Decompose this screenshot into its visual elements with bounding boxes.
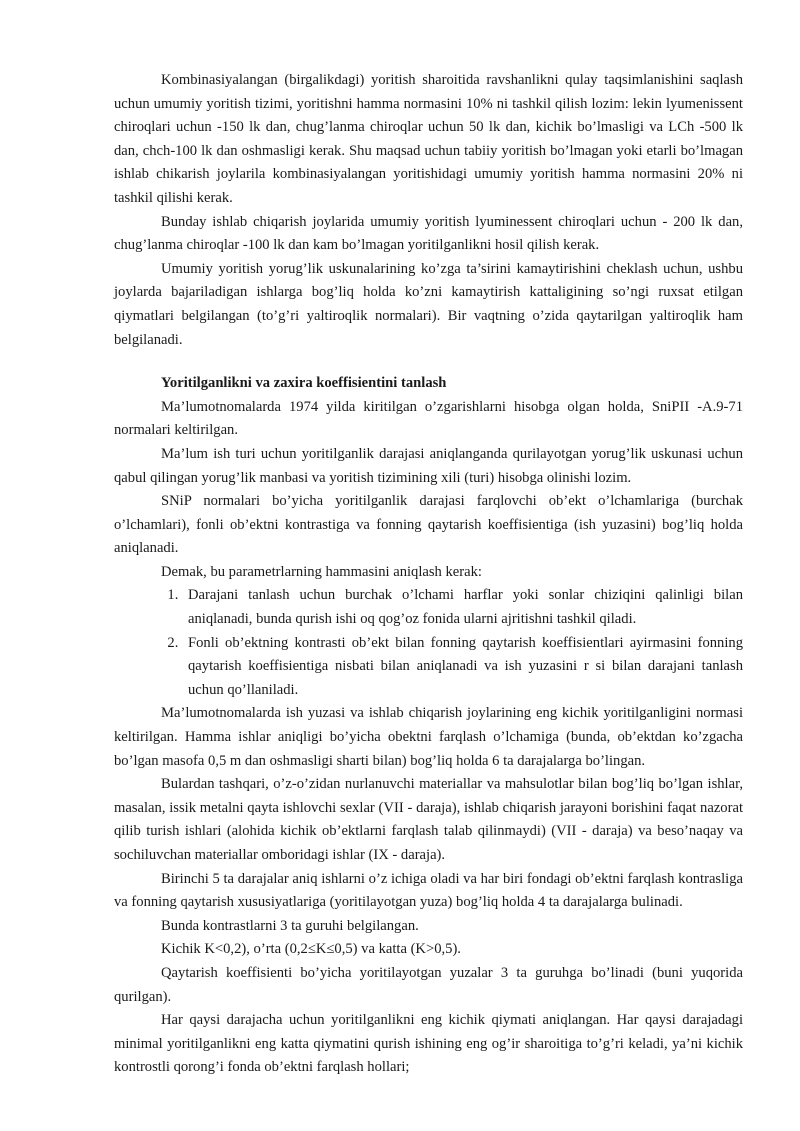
paragraph: Ma’lumotnomalarda 1974 yilda kiritilgan o’zgarishlarni hisobga olgan holda, SniPII -A.9-71 normalari keltirilgan. xyxy=(114,398,743,439)
paragraph: SNiP normalari bo’yicha yoritilganlik darajasi farqlovchi ob’ekt o’lchamlariga (burchak o’lchamlari), fonli ob’ektni kontrastiga va fonning qaytarish koeffisientiga (ish yuzasini) bog’liq holda aniqlanadi. xyxy=(114,493,743,557)
paragraph: Ma’lum ish turi uchun yoritilganlik darajasi aniqlanganda qurilayotgan yorug’lik uskunasi uchun qabul qilingan yorug’lik manbasi va yoritish tizimining xili (turi) hisobga olinishi lozim. xyxy=(114,445,743,486)
paragraph: Ma’lumotnomalarda ish yuzasi va ishlab chiqarish joylarining eng kichik yoritilganligini normasi keltirilgan. Hamma ishlar aniqligi bo’yicha obektni farqlash o’lchamiga (bunda, ob’ektdan ko’zgacha bo’lgan masofa 0,5 m dan oshmasligi sharti bilan) bog’liq holda 6 ta darajalarga bo’lingan. xyxy=(114,705,743,769)
paragraph: Bunda kontrastlarni 3 ta guruhi belgilangan. xyxy=(161,917,419,934)
paragraph: Birinchi 5 ta darajalar aniq ishlarni o’z ichiga oladi va har biri fondagi ob’ektni farqlash kontrasliga va fonning qaytarish xususiyatlariga (yoritilayotgan yuza) bog’liq holda 4 ta darajalarga bulinadi. xyxy=(114,870,743,911)
section-heading: Yoritilganlikni va zaxira koeffisientini tanlash xyxy=(161,375,447,392)
section-spacer xyxy=(114,352,743,372)
paragraph: Bulardan tashqari, o’z-o’zidan nurlanuvchi materiallar va mahsulotlar bilan bog’liq bo’lgan ishlar, masalan, issik metalni qayta ishlovchi sexlar (VII - daraja), ishlab chiqarish jarayoni borishini faqat nazorat qilib turish ishlari (alohida kichik ob’ektlarni farqlash talab qilinmaydi) (VII - daraja) va beso’naqay va sochiluvchan materiallar omboridagi ishlar (IX - daraja). xyxy=(114,776,743,863)
paragraph: Har qaysi darajacha uchun yoritilganlikni eng kichik qiymati aniqlangan. Har qaysi darajadagi minimal yoritilganlikni eng katta qiymatini qurish ishining eng og’ir sharoitiga to’g’ri keladi, ya’ni kichik kontrostli qorong’i fonda ob’ektni farqlash hollari; xyxy=(114,1012,743,1076)
list-item: 2. Fonli ob’ektning kontrasti ob’ekt bilan fonning qaytarish koeffisientlari ayirmasini fonning qaytarish koeffisientiga nisbati bilan aniqlanadi va ish yuzasini r si bilan darajani tanlash uchun qo’llaniladi. xyxy=(182,632,743,703)
parameter-list xyxy=(114,584,743,702)
paragraph: Bunday ishlab chiqarish joylarida umumiy yoritish lyuminessent chiroqlari uchun - 200 lk dan, chug’lanma chiroqlar -100 lk dan kam bo’lmagan yoritilganlikni hosil qilish kerak. xyxy=(114,213,743,254)
paragraph: Kichik K<0,2), o’rta (0,2≤K≤0,5) va katta (K>0,5). xyxy=(161,941,461,958)
paragraph: Kombinasiyalangan (birgalikdagi) yoritish sharoitida ravshanlikni qulay taqsimlanishini saqlash uchun umumiy yoritish tizimi, yoritishni hamma normasini 10% ni tashkil qilish lozim: lekin lyumenissent chiroqlari uchun -150 lk dan, chug’lanma chiroqlar uchun 50 lk dan, kichik bo’lmasligi va LCh -500 lk dan, chch-100 lk dan oshmasligi kerak. Shu maqsad uchun tabiiy yoritish bo’lmagan yoki etarli bo’lmagan ishlab chikarish joylarila kombinasiyalangan yoritishidagi umumiy yoritish hamma normasini 20% ni tashkil qilishi kerak. xyxy=(114,72,743,206)
paragraph: Qaytarish koeffisienti bo’yicha yoritilayotgan yuzalar 3 ta guruhga bo’linadi (buni yuqorida qurilgan). xyxy=(114,964,743,1005)
list-item: 1. Darajani tanlash uchun burchak o’lchami harflar yoki sonlar chiziqini qalinligi bilan aniqlanadi, bunda qurish ishi oq qog’oz fonida ularni ajritishni tashkil qiladi. xyxy=(182,584,743,631)
paragraph: Demak, bu parametrlarning hammasini aniqlash kerak: xyxy=(161,563,482,580)
paragraph: Umumiy yoritish yorug’lik uskunalarining ko’zga ta’sirini kamaytirishini cheklash uchun, ushbu joylarda bajariladigan ishlarga bog’liq holda ko’zni kamaytirish kattaligining so’ngi ruxsat etilgan qiymatlari belgilangan (to’g’ri yaltiroqlik normalari). Bir vaqtning o’zida qaytarilgan yaltiroqlik ham belgilanadi. xyxy=(114,260,743,348)
